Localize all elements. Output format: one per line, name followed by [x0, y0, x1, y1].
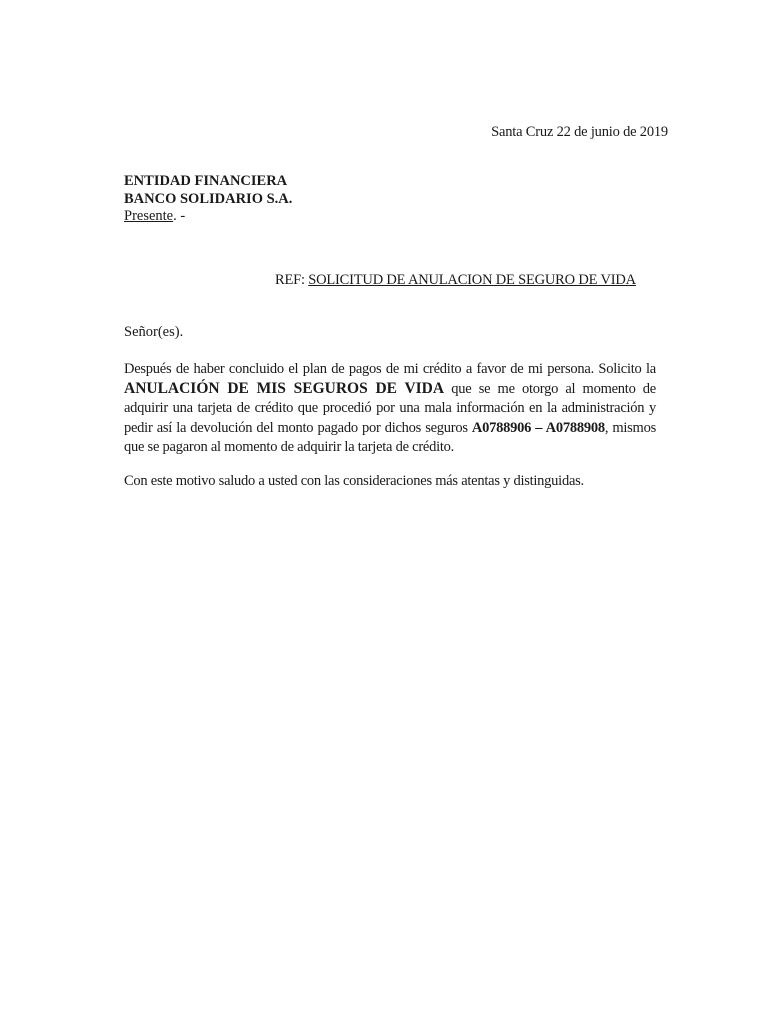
recipient-block	[124, 173, 292, 226]
salutation: Señor(es).	[124, 324, 184, 340]
body-part-1: Después de haber concluido el plan de pagos de mi crédito a favor de mi persona. Solicito la	[124, 361, 656, 377]
presente-word: Presente	[124, 208, 174, 224]
presente-suffix: . -	[173, 208, 186, 224]
recipient-bank: BANCO SOLIDARIO S.A.	[124, 190, 293, 207]
reference-line	[275, 272, 636, 289]
ref-subject: SOLICITUD DE ANULACION DE SEGURO DE VIDA	[308, 272, 636, 288]
recipient-presente	[124, 208, 292, 226]
recipient-entity: ENTIDAD FINANCIERA	[124, 173, 288, 189]
ref-label: REF:	[275, 272, 309, 288]
letter-date: Santa Cruz 22 de junio de 2019	[491, 124, 668, 140]
body-bold-policy-numbers: A0788906 – A0788908	[471, 419, 605, 436]
body-part-2: que se me otorgo al momento de adquirir una tarjeta de crédito que procedió por una mala información en la administración y pedir así la devolución del monto pagado por dichos seguros	[124, 381, 656, 436]
body-paragraph	[124, 360, 656, 457]
closing-line: Con este motivo saludo a usted con las consideraciones más atentas y distinguidas.	[124, 473, 584, 489]
body-part-3: , mismos que se pagaron al momento de adquirir la tarjeta de crédito.	[124, 419, 656, 455]
body-bold-cancellation: ANULACIÓN DE MIS SEGUROS DE VIDA	[124, 380, 445, 398]
